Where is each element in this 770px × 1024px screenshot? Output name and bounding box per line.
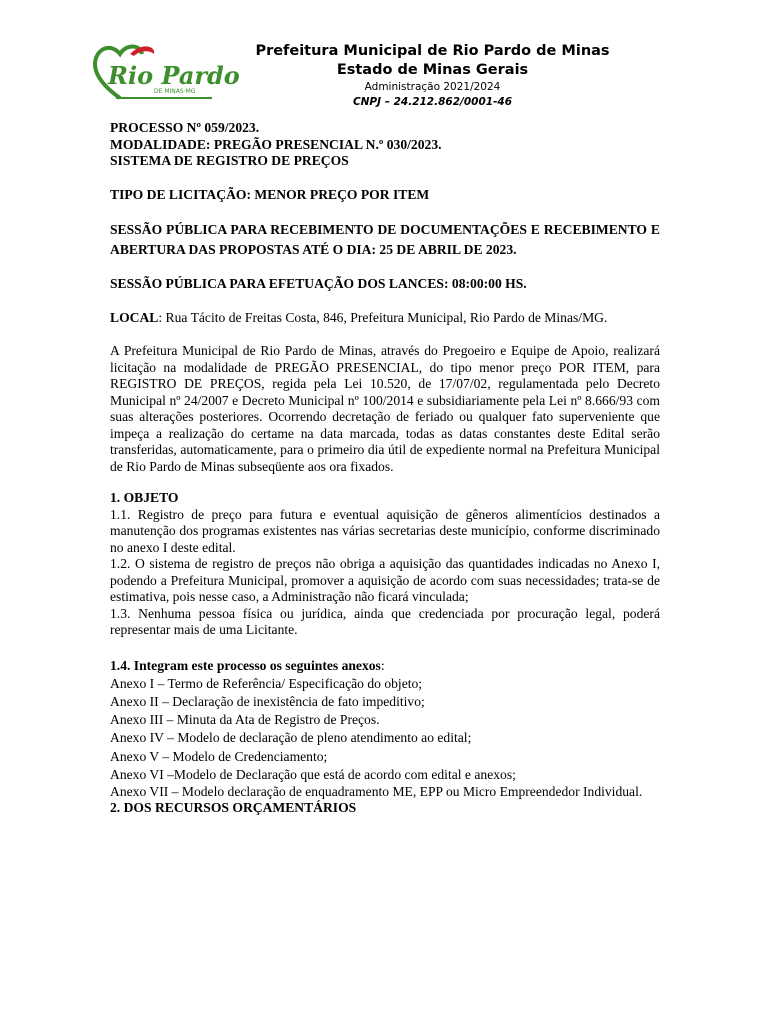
budget-heading: 2. DOS RECURSOS ORÇAMENTÁRIOS: [110, 800, 357, 816]
letterhead: [230, 42, 635, 110]
location-paragraph: [110, 310, 660, 327]
registry-system: SISTEMA DE REGISTRO DE PREÇOS: [110, 153, 349, 168]
annex-item: Anexo II – Declaração de inexistência de fato impeditivo;: [110, 693, 425, 709]
cnpj-number: CNPJ – 24.212.862/0001-46: [352, 96, 513, 108]
modality: MODALIDADE: PREGÃO PRESENCIAL N.º 030/2023.: [110, 136, 442, 152]
municipality-title: Prefeitura Municipal de Rio Pardo de Minas: [255, 43, 610, 59]
administration-period: Administração 2021/2024: [364, 81, 501, 93]
state-title: Estado de Minas Gerais: [336, 62, 529, 78]
annex-item: Anexo VII – Modelo declaração de enquadramento ME, EPP ou Micro Empreendedor Individual.: [110, 783, 643, 799]
logo-text: Rio Pardo: [108, 61, 240, 90]
annex-item: Anexo VI –Modelo de Declaração que está de acordo com edital e anexos;: [110, 766, 516, 782]
annex-item: Anexo III – Minuta da Ata de Registro de Preços.: [110, 712, 380, 728]
item-1-1: 1.1. Registro de preço para futura e eventual aquisição de gêneros alimentícios destinados a manutenção dos programas existentes nas várias secretarias deste município, conforme discriminado no anexo I deste edital.: [110, 506, 660, 555]
document-body: [110, 120, 660, 817]
logo-subtext: DE MINAS·MG: [154, 88, 196, 95]
annex-item: Anexo IV – Modelo de declaração de pleno atendimento ao edital;: [110, 730, 472, 746]
session-bids: SESSÃO PÚBLICA PARA EFETUAÇÃO DOS LANCES: 08:00:00 HS.: [110, 276, 527, 291]
annex-item: Anexo V – Modelo de Credenciamento;: [110, 748, 328, 764]
annex-list: [110, 657, 660, 801]
location-text: : Rua Tácito de Freitas Costa, 846, Prefeitura Municipal, Rio Pardo de Minas/MG.: [158, 309, 608, 325]
process-number: PROCESSO Nº 059/2023.: [110, 120, 260, 135]
session-receipt: SESSÃO PÚBLICA PARA RECEBIMENTO DE DOCUMENTAÇÕES E RECEBIMENTO E ABERTURA DAS PROPOSTAS ATÉ O DIA: 25 DE ABRIL DE 2023.: [110, 222, 660, 257]
annex-item: Anexo I – Termo de Referência/ Especificação do objeto;: [110, 675, 423, 691]
bid-type: TIPO DE LICITAÇÃO: MENOR PREÇO POR ITEM: [110, 186, 430, 202]
item-1-2: 1.2. O sistema de registro de preços não obriga a aquisição das quantidades indicadas no Anexo I, podendo a Prefeitura Municipal, promover a aquisição de acordo com suas necessidades; trata-se de estimativa, pois nesse caso, a Administração não ficará vinculada;: [110, 556, 660, 604]
item-1-3: 1.3. Nenhuma pessoa física ou jurídica, ainda que credenciada por procuração legal, poderá representar mais de uma Licitante.: [110, 605, 660, 637]
annex-heading: 1.4. Integram este processo os seguintes anexos:: [110, 657, 385, 673]
object-heading: 1. OBJETO: [110, 490, 179, 505]
intro-paragraph: A Prefeitura Municipal de Rio Pardo de Minas, através do Pregoeiro e Equipe de Apoio, realizará licitação na modalidade de PREGÃO PRESENCIAL, do tipo menor preço POR ITEM, para REGISTRO DE PREÇOS, regida pela Lei 10.520, de 17/07/02, regulamentada pelo Decreto Municipal nº 24/2007 e Decreto Municipal nº 100/2014 e subsidiariamente pela Lei nº 8.666/93 com suas alterações posteriores. Ocorrendo decretação de feriado ou qualquer fato superveniente que impeça a realização do certame na data marcada, todas as datas constantes deste Edital serão transferidas, automaticamente, para o primeiro dia útil de expediente normal na Prefeitura Municipal de Rio Pardo de Minas subseqüente aos ora fixados.: [110, 343, 660, 474]
location-label: LOCAL: [110, 309, 159, 325]
rio-pardo-logo: [90, 40, 240, 102]
